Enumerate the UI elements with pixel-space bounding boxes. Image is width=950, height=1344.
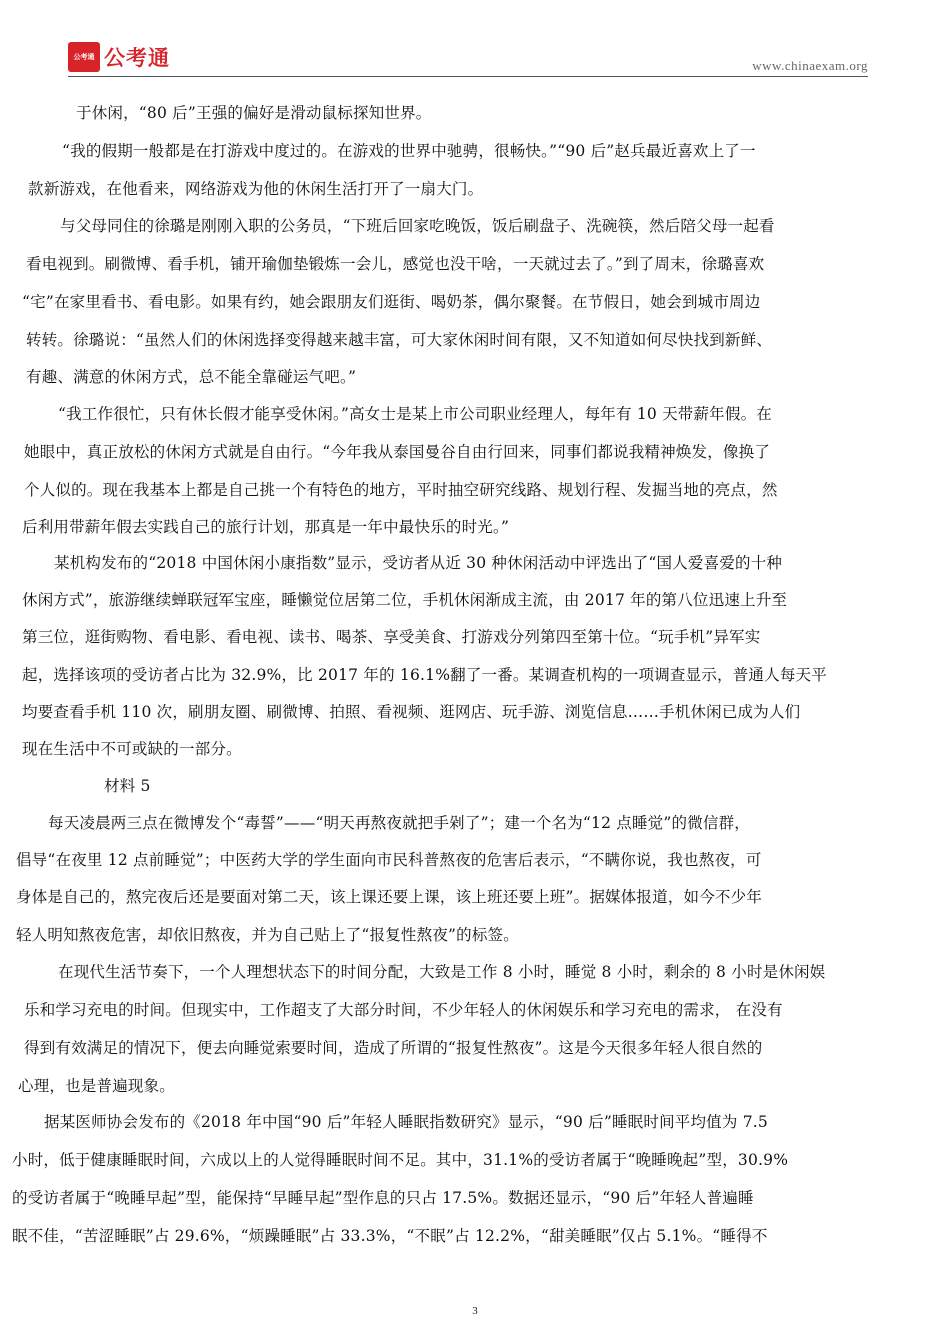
text-line: 每天凌晨两三点在微博发个“毒誓”——“明天再熬夜就把手剁了”；建一个名为“12 点睡觉”的微信群， bbox=[48, 814, 750, 832]
text-line: 于休闲，“80 后”王强的偏好是滑动鼠标探知世界。 bbox=[76, 104, 432, 122]
text-line: 有趣、满意的休闲方式，总不能全靠碰运气吧。” bbox=[26, 368, 357, 386]
text-line: 心理，也是普遍现象。 bbox=[18, 1077, 176, 1095]
text-line: 第三位，逛街购物、看电影、看电视、读书、喝茶、享受美食、打游戏分列第四至第十位。“玩手机”异军实 bbox=[22, 628, 761, 646]
text-line: 转转。徐璐说：“虽然人们的休闲选择变得越来越丰富，可大家休闲时间有限，又不知道如何尽快找到新鲜、 bbox=[26, 331, 773, 349]
text-line: 眠不佳，“苦涩睡眠”占 29.6%，“烦躁睡眠”占 33.3%，“不眠”占 12.2%，“甜美睡眠”仅占 5.1%。“睡得不 bbox=[12, 1227, 768, 1245]
text-line: 与父母同住的徐璐是刚刚入职的公务员，“下班后回家吃晚饭，饭后刷盘子、洗碗筷，然后陪父母一起看 bbox=[60, 217, 775, 235]
text-line: 她眼中，真正放松的休闲方式就是自由行。“今年我从泰国曼谷自由行回来，同事们都说我精神焕发，像换了 bbox=[24, 443, 771, 461]
text-line: 看电视到。刷微博、看手机，铺开瑜伽垫锻炼一会儿，感觉也没干啥，一天就过去了。”到了周末，徐璐喜欢 bbox=[26, 255, 765, 273]
text-line: 现在生活中不可或缺的一部分。 bbox=[22, 740, 242, 758]
text-line: 轻人明知熬夜危害，却依旧熬夜，并为自己贴上了“报复性熬夜”的标签。 bbox=[16, 926, 519, 944]
text-line: 款新游戏，在他看来，网络游戏为他的休闲生活打开了一扇大门。 bbox=[28, 180, 484, 198]
text-line: 均要查看手机 110 次，刷朋友圈、刷微博、拍照、看视频、逛网店、玩手游、浏览信息……手机休闲已成为人们 bbox=[22, 703, 801, 721]
text-line: “宅”在家里看书、看电影。如果有约，她会跟朋友们逛街、喝奶茶，偶尔聚餐。在节假日，她会到城市周边 bbox=[22, 293, 761, 311]
section-heading: 材料 5 bbox=[104, 777, 151, 795]
page-header bbox=[68, 40, 868, 77]
text-line: 休闲方式”，旅游继续蝉联冠军宝座，睡懒觉位居第二位，手机休闲渐成主流，由 2017 年的第八位迅速上升至 bbox=[22, 591, 788, 609]
text-line: 后利用带薪年假去实践自己的旅行计划，那真是一年中最快乐的时光。” bbox=[22, 518, 510, 536]
logo bbox=[68, 42, 170, 72]
text-line: 的受访者属于“晚睡早起”型，能保持“早睡早起”型作息的只占 17.5%。数据还显示，“90 后”年轻人普遍睡 bbox=[12, 1189, 754, 1207]
text-line: 某机构发布的“2018 中国休闲小康指数”显示，受访者从近 30 种休闲活动中评选出了“国人爱喜爱的十种 bbox=[54, 554, 783, 572]
text-line: 起，选择该项的受访者占比为 32.9%，比 2017 年的 16.1%翻了一番。某调查机构的一项调查显示，普通人每天平 bbox=[22, 666, 827, 684]
site-url: www.chinaexam.org bbox=[752, 58, 868, 73]
text-line: 得到有效满足的情况下，便去向睡觉索要时间，造成了所谓的“报复性熬夜”。这是今天很多年轻人很自然的 bbox=[24, 1039, 763, 1057]
text-line: 倡导“在夜里 12 点前睡觉”；中医药大学的学生面向市民科普熬夜的危害后表示，“不瞒你说，我也熬夜，可 bbox=[16, 851, 762, 869]
logo-text: 公考通 bbox=[104, 46, 170, 70]
text-line: 在现代生活节奏下，一个人理想状态下的时间分配，大致是工作 8 小时，睡觉 8 小时，剩余的 8 小时是休闲娱 bbox=[58, 963, 826, 981]
text-line: “我的假期一般都是在打游戏中度过的。在游戏的世界中驰骋，很畅快。”“90 后”赵兵最近喜欢上了一 bbox=[62, 142, 756, 160]
text-line: 身体是自己的，熬完夜后还是要面对第二天，该上课还要上课，该上班还要上班”。据媒体报道，如今不少年 bbox=[16, 888, 763, 906]
text-line: “我工作很忙，只有休长假才能享受休闲。”高女士是某上市公司职业经理人，每年有 10 天带薪年假。在 bbox=[58, 405, 772, 423]
text-line: 个人似的。现在我基本上都是自己挑一个有特色的地方，平时抽空研究线路、规划行程、发掘当地的亮点，然 bbox=[24, 481, 778, 499]
text-line: 乐和学习充电的时间。但现实中，工作超支了大部分时间，不少年轻人的休闲娱乐和学习充电的需求， 在没有 bbox=[24, 1001, 783, 1019]
page-number: 3 bbox=[472, 1305, 478, 1317]
text-line: 小时，低于健康睡眠时间，六成以上的人觉得睡眠时间不足。其中，31.1%的受访者属于“晚睡晚起”型，30.9% bbox=[12, 1151, 789, 1169]
text-line: 据某医师协会发布的《2018 年中国“90 后”年轻人睡眠指数研究》显示，“90 后”睡眠时间平均值为 7.5 bbox=[44, 1113, 768, 1131]
logo-badge: 公考通 bbox=[68, 42, 100, 72]
